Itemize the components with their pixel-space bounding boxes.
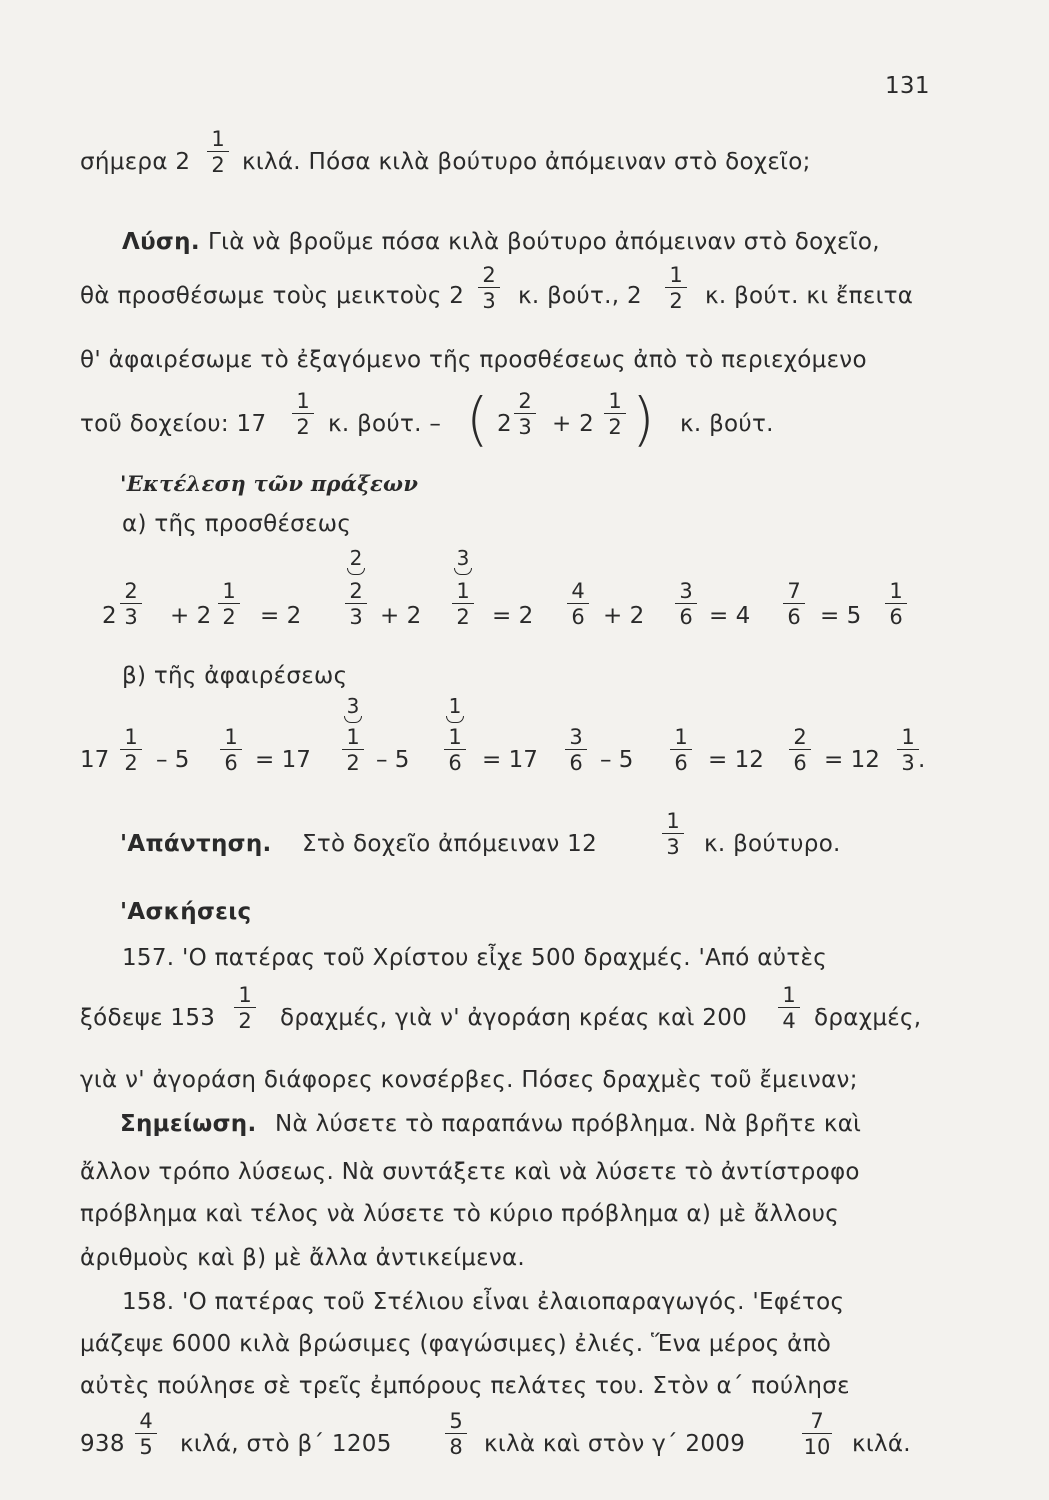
fraction (800, 1410, 834, 1458)
fraction (442, 726, 468, 774)
execution-heading: 'Εκτέλεση τῶν πράξεων (120, 471, 419, 496)
denominator: 2 (346, 751, 360, 775)
exercise-157-line2b: δραχμές, γιὰ ν' ἀγοράση κρέας καὶ 200 (280, 1005, 748, 1031)
exercise-158-line4c: κιλὰ καὶ στὸν γ΄ 2009 (484, 1431, 746, 1457)
fraction (118, 580, 144, 628)
fraction (476, 264, 502, 312)
denominator: 8 (449, 1435, 463, 1459)
answer-text-a: Στὸ δοχεῖο ἀπόμειναν 12 (302, 831, 598, 857)
denominator: 5 (139, 1435, 153, 1459)
denominator: 6 (448, 751, 462, 775)
solution-line2b: κ. βούτ., 2 (518, 283, 642, 309)
numerator: 2 (482, 263, 496, 287)
eq-op: + 2 (603, 603, 645, 629)
exercise-158-line4a: 938 (80, 1431, 125, 1457)
solution-line1: Γιὰ νὰ βροῦμε πόσα κιλὰ βούτυρο ἀπόμειναν στὸ δοχεῖο, (208, 229, 880, 255)
fraction (563, 726, 589, 774)
denominator: 10 (803, 1435, 831, 1459)
denominator: 6 (787, 605, 801, 629)
intro-fraction (205, 128, 231, 176)
numerator: 1 (608, 389, 622, 413)
intro-text-post: κιλά. Πόσα κιλὰ βούτυρο ἀπόμειναν στὸ δοχεῖο; (242, 149, 811, 175)
denominator: 2 (456, 605, 470, 629)
fraction (216, 580, 242, 628)
numerator: 1 (669, 263, 683, 287)
denominator: 3 (901, 751, 915, 775)
exercises-heading: 'Ασκήσεις (120, 899, 252, 925)
numerator: 2 (349, 579, 363, 603)
eq-op: = 17 (255, 747, 311, 773)
subtraction-label: β) τῆς ἀφαιρέσεως (122, 663, 348, 689)
solution-line4d: + 2 (552, 411, 595, 437)
fraction (443, 1410, 469, 1458)
note-line4: ἀριθμοὺς καὶ β) μὲ ἄλλα ἀντικείμενα. (80, 1245, 526, 1271)
fraction (232, 984, 258, 1032)
fraction (340, 726, 366, 774)
numerator: 1 (782, 983, 796, 1007)
fraction (883, 580, 909, 628)
denominator: 3 (349, 605, 363, 629)
numerator: 7 (810, 1409, 824, 1433)
eq-op: = 17 (482, 747, 538, 773)
fraction (668, 726, 694, 774)
note-line1: Νὰ λύσετε τὸ παραπάνω πρόβλημα. Νὰ βρῆτε καὶ (275, 1111, 862, 1137)
eq-op: = 12 (824, 747, 880, 773)
exercise-157-line1: 157. 'Ο πατέρας τοῦ Χρίστου εἶχε 500 δραχμές. 'Από αὐτὲς (122, 945, 828, 971)
denominator: 2 (238, 1009, 252, 1033)
eq-end: . (918, 747, 926, 773)
denominator: 3 (482, 289, 496, 313)
solution-line2c: κ. βούτ. κι ἔπειτα (705, 283, 914, 309)
denominator: 2 (608, 415, 622, 439)
exercise-158-line1: 158. 'Ο πατέρας τοῦ Στέλιου εἶναι ἐλαιοπαραγωγός. 'Εφέτος (122, 1289, 845, 1315)
solution-label: Λύση. (122, 229, 200, 255)
eq-op: – 5 (600, 747, 634, 773)
eq-term: 2 (102, 603, 117, 629)
denominator: 2 (211, 153, 225, 177)
left-paren: ( (466, 385, 489, 453)
numerator: 1 (456, 579, 470, 603)
answer-text-b: κ. βούτυρο. (704, 831, 841, 857)
exercise-158-line4d: κιλά. (852, 1431, 911, 1457)
fraction (218, 726, 244, 774)
numerator: 1 (224, 725, 238, 749)
page-number: 131 (885, 73, 930, 99)
solution-line4c: 2 (497, 411, 512, 437)
solution-line4a: τοῦ δοχείου: 17 (80, 411, 267, 437)
note-line3: πρόβλημα καὶ τέλος νὰ λύσετε τὸ κύριο πρόβλημα α) μὲ ἄλλους (80, 1201, 840, 1227)
solution-line4e: κ. βούτ. (680, 411, 774, 437)
numerator: 1 (124, 725, 138, 749)
fraction (663, 264, 689, 312)
multiplier-mark (340, 696, 366, 723)
exercise-158-line2: μάζεψε 6000 κιλὰ βρώσιμες (φαγώσιμες) ἐλιές. Ἕνα μέρος ἀπὸ (80, 1331, 832, 1357)
eq-op: = 4 (709, 603, 751, 629)
multiplier-mark (450, 548, 476, 575)
numerator: 1 (222, 579, 236, 603)
intro-text-pre: σήμερα 2 (80, 149, 191, 175)
denominator: 4 (782, 1009, 796, 1033)
denominator: 3 (518, 415, 532, 439)
denominator: 2 (222, 605, 236, 629)
numerator: 1 (666, 809, 680, 833)
denominator: 2 (296, 415, 310, 439)
denominator: 6 (569, 751, 583, 775)
numerator: 7 (787, 579, 801, 603)
eq-term: 17 (80, 747, 110, 773)
multiplier-mark (343, 548, 369, 575)
eq-op: + 2 (170, 603, 212, 629)
numerator: 1 (238, 983, 252, 1007)
solution-line3: θ' ἀφαιρέσωμε τὸ ἐξαγόμενο τῆς προσθέσεως ἀπὸ τὸ περιεχόμενο (80, 347, 867, 373)
denominator: 2 (124, 751, 138, 775)
numerator: 3 (679, 579, 693, 603)
numerator: 1 (448, 725, 462, 749)
denominator: 2 (669, 289, 683, 313)
numerator: 2 (793, 725, 807, 749)
fraction (290, 390, 316, 438)
mark-value: 3 (456, 546, 470, 570)
eq-op: = 2 (260, 603, 302, 629)
solution-line4b: κ. βούτ. – (328, 411, 442, 437)
answer-fraction (660, 810, 686, 858)
fraction (450, 580, 476, 628)
fraction (602, 390, 628, 438)
solution-line2a: θὰ προσθέσωμε τοὺς μεικτοὺς 2 (80, 283, 465, 309)
fraction (133, 1410, 159, 1458)
numerator: 2 (518, 389, 532, 413)
fraction (118, 726, 144, 774)
eq-op: = 2 (492, 603, 534, 629)
mark-value: 2 (349, 546, 363, 570)
denominator: 3 (666, 835, 680, 859)
numerator: 1 (674, 725, 688, 749)
numerator: 3 (569, 725, 583, 749)
denominator: 6 (793, 751, 807, 775)
eq-op: = 5 (820, 603, 862, 629)
eq-op: – 5 (156, 747, 190, 773)
eq-op: = 12 (708, 747, 764, 773)
fraction (776, 984, 802, 1032)
numerator: 5 (449, 1409, 463, 1433)
exercise-158-line4b: κιλά, στὸ β΄ 1205 (180, 1431, 392, 1457)
fraction (673, 580, 699, 628)
fraction (787, 726, 813, 774)
note-line2: ἄλλον τρόπο λύσεως. Νὰ συντάξετε καὶ νὰ λύσετε τὸ ἀντίστροφο (80, 1159, 860, 1185)
fraction (781, 580, 807, 628)
denominator: 6 (679, 605, 693, 629)
denominator: 3 (124, 605, 138, 629)
numerator: 1 (211, 127, 225, 151)
numerator: 1 (346, 725, 360, 749)
exercise-157-line3: γιὰ ν' ἀγοράση διάφορες κονσέρβες. Πόσες δραχμὲς τοῦ ἔμειναν; (80, 1067, 858, 1093)
right-paren: ) (632, 385, 655, 453)
numerator: 1 (889, 579, 903, 603)
answer-label: 'Απάντηση. (120, 831, 272, 857)
numerator: 2 (124, 579, 138, 603)
eq-op: + 2 (380, 603, 422, 629)
fraction (512, 390, 538, 438)
numerator: 4 (139, 1409, 153, 1433)
eq-op: – 5 (376, 747, 410, 773)
denominator: 6 (571, 605, 585, 629)
multiplier-mark (442, 696, 468, 723)
numerator: 1 (296, 389, 310, 413)
numerator: 4 (571, 579, 585, 603)
exercise-158-line3: αὐτὲς πούλησε σὲ τρεῖς ἐμπόρους πελάτες του. Στὸν α΄ πούλησε (80, 1373, 850, 1399)
denominator: 6 (889, 605, 903, 629)
denominator: 6 (224, 751, 238, 775)
fraction (343, 580, 369, 628)
exercise-157-line2a: ξόδεψε 153 (80, 1005, 216, 1031)
mark-value: 1 (448, 694, 462, 718)
fraction (565, 580, 591, 628)
numerator: 1 (901, 725, 915, 749)
addition-label: α) τῆς προσθέσεως (122, 511, 352, 537)
mark-value: 3 (346, 694, 360, 718)
denominator: 6 (674, 751, 688, 775)
exercise-157-line2c: δραχμές, (814, 1005, 922, 1031)
note-label: Σημείωση. (120, 1111, 257, 1137)
